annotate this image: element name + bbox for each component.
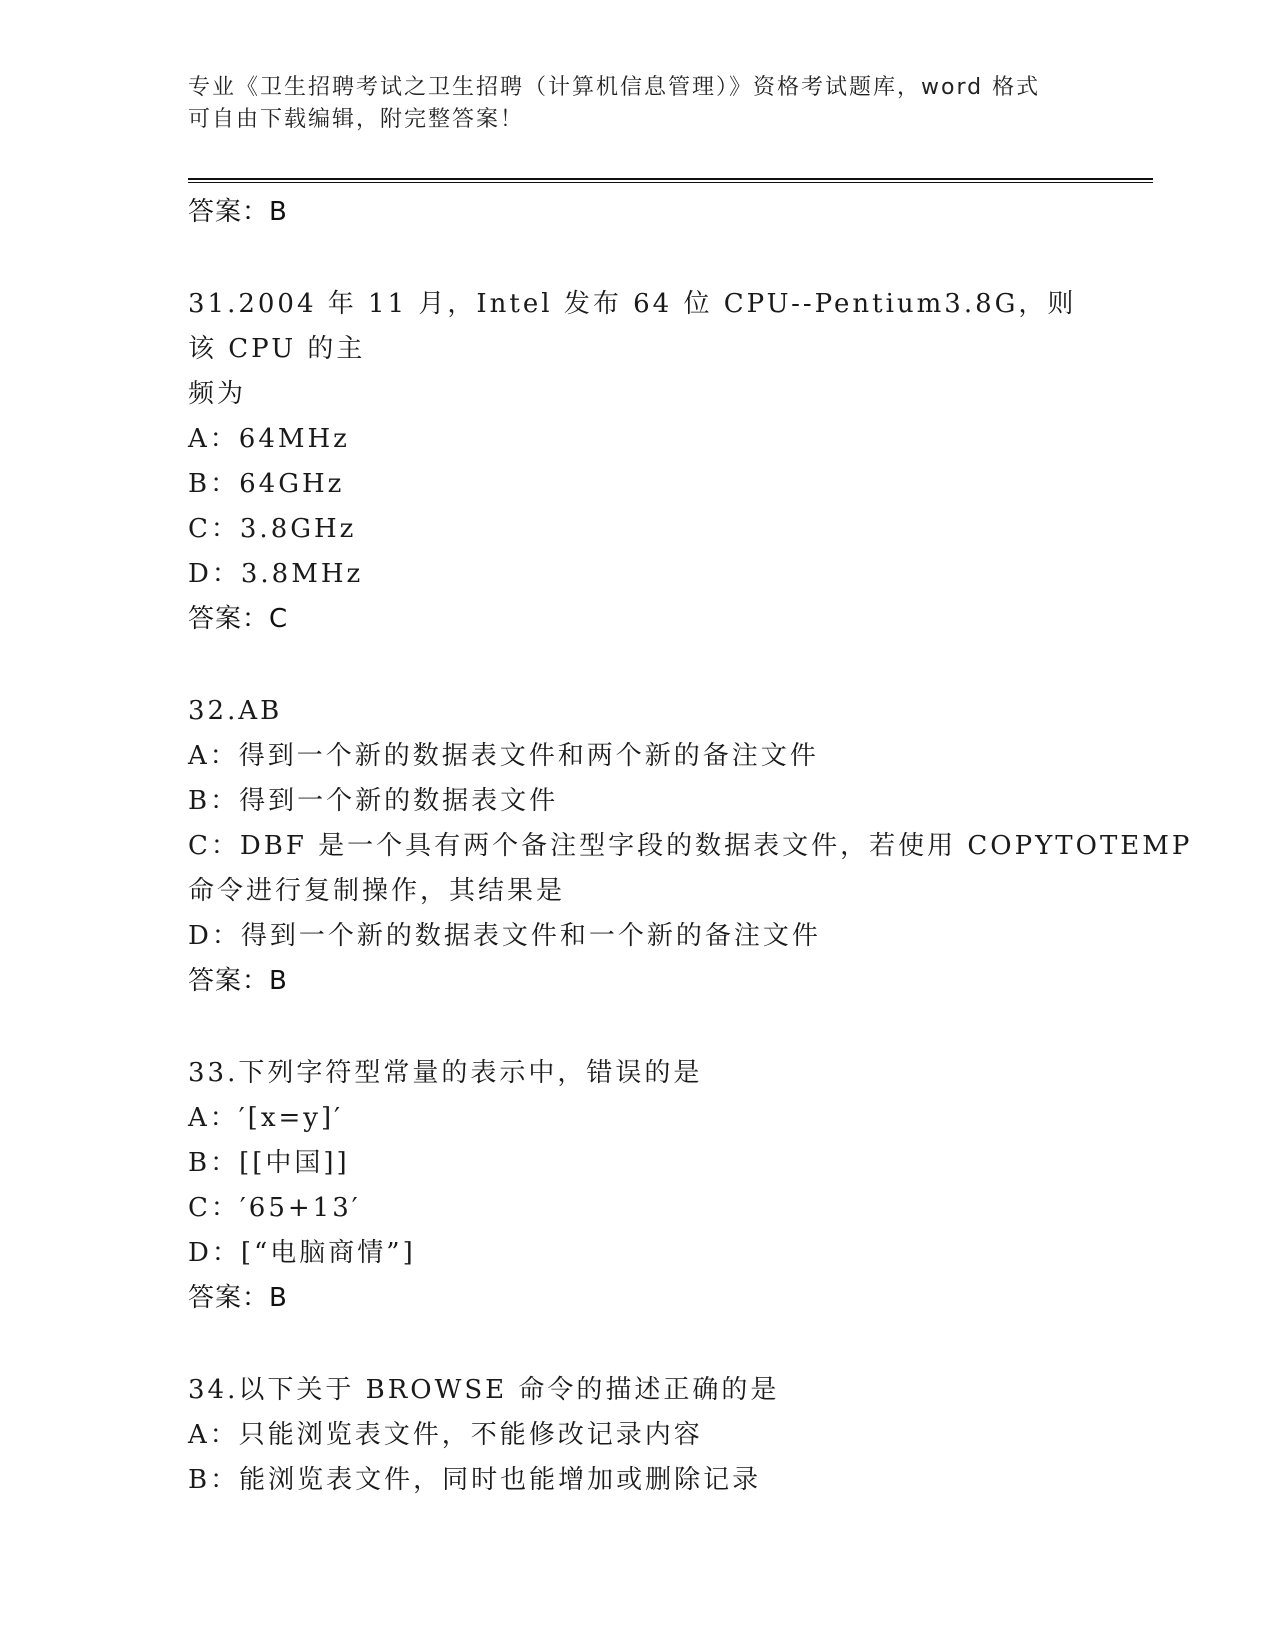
option-b: B：[[中国]] [188, 1148, 350, 1178]
option-d: D：[“电脑商情”] [188, 1238, 416, 1268]
question-title: 31.2004 年 11 月，Intel 发布 64 位 CPU--Pentium3.8G，则该 CPU 的主 [188, 289, 1077, 364]
question-33 [188, 1051, 1088, 1320]
spacer [188, 234, 1088, 282]
question-32 [188, 689, 1193, 1003]
spacer [188, 641, 1088, 689]
option-d: D：3.8MHz [188, 559, 364, 589]
document-header [188, 72, 1068, 136]
option-a: A：只能浏览表文件，不能修改记录内容 [188, 1420, 703, 1450]
question-title: 34.以下关于 BROWSE 命令的描述正确的是 [188, 1375, 780, 1405]
spacer [188, 1003, 1088, 1051]
option-a: A：64MHz [188, 424, 350, 454]
question-title-cont: 频为 [188, 379, 247, 409]
option-b: B：能浏览表文件，同时也能增加或删除记录 [188, 1465, 762, 1495]
answer-line: 答案：B [188, 1283, 288, 1313]
option-b: B：64GHz [188, 469, 345, 499]
option-d: D：得到一个新的数据表文件和一个新的备注文件 [188, 921, 821, 951]
answer-line: 答案：B [188, 966, 288, 996]
question-31 [188, 282, 1088, 641]
question-34 [188, 1368, 1088, 1503]
header-divider-thin [188, 182, 1153, 183]
question-list [188, 190, 1193, 1503]
option-c: C：′65+13′ [188, 1193, 361, 1223]
answer-line: 答案：B [188, 197, 288, 227]
option-c: C：3.8GHz [188, 514, 357, 544]
option-a: A：′[x=y]′ [188, 1103, 344, 1133]
header-line-2: 可自由下载编辑，附完整答案！ [188, 107, 525, 132]
question-title: 32.AB [188, 696, 283, 726]
option-b: B：得到一个新的数据表文件 [188, 786, 559, 816]
option-c-cont: 命令进行复制操作，其结果是 [188, 876, 566, 906]
header-line-1: 专业《卫生招聘考试之卫生招聘（计算机信息管理）》资格考试题库，word 格式 [188, 75, 1041, 100]
option-c: C：DBF 是一个具有两个备注型字段的数据表文件，若使用 COPYTOTEMP [188, 831, 1193, 861]
answer-line: 答案：C [188, 604, 289, 634]
spacer [188, 1320, 1088, 1368]
header-divider-thick [188, 178, 1153, 180]
option-a: A：得到一个新的数据表文件和两个新的备注文件 [188, 741, 819, 771]
question-title: 33.下列字符型常量的表示中，错误的是 [188, 1058, 703, 1088]
